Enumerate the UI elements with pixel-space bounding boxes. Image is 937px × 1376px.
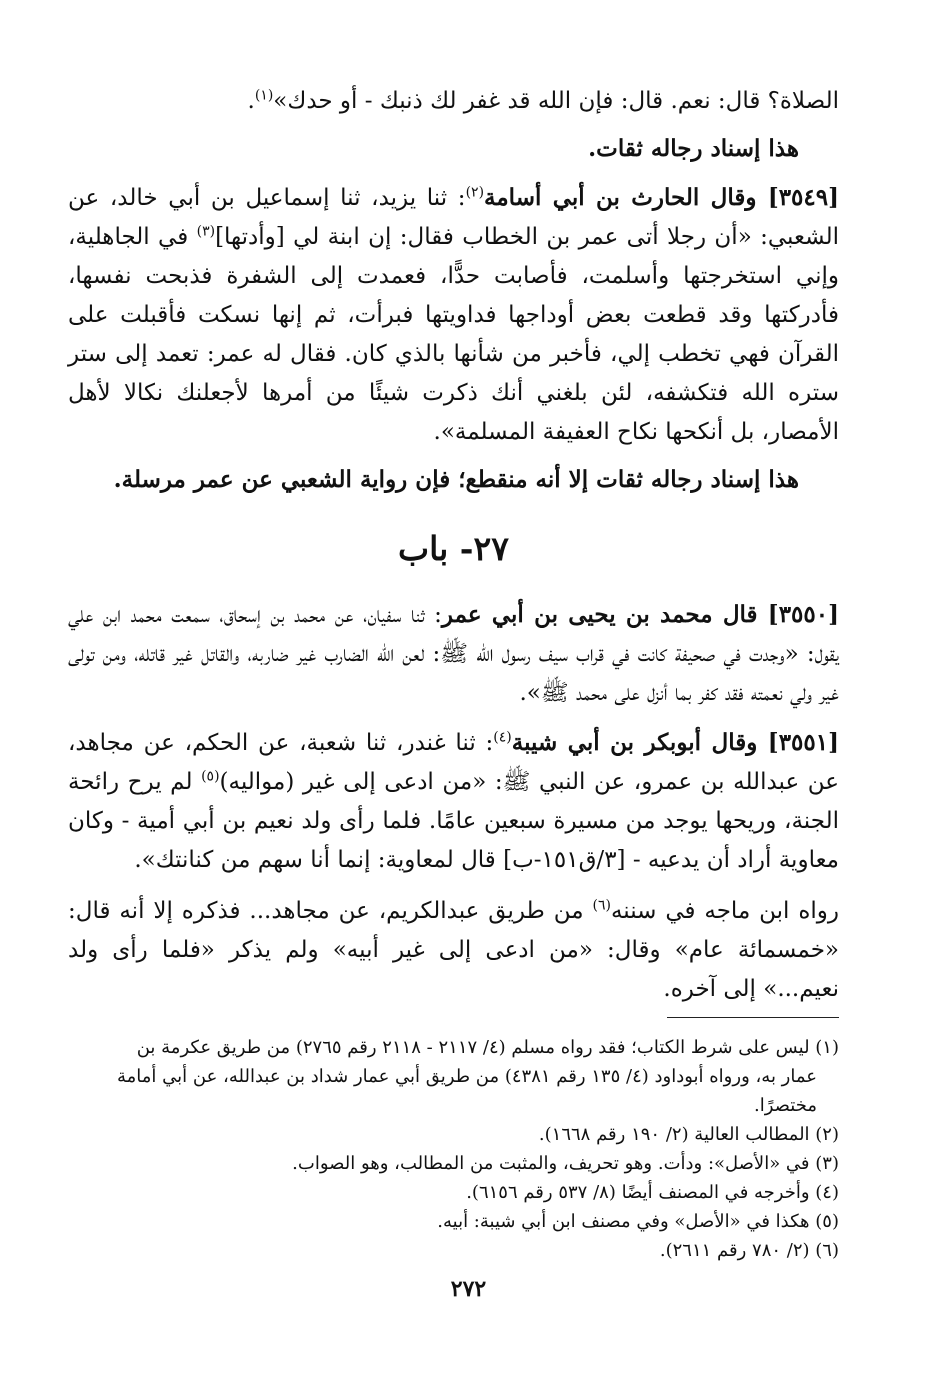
entry-text: من طريق عبدالكريم، عن مجاهد... فذكره إلا أنه قال: «خمسمائة عام» وقال: «من ادعى إلى غير أبيه» ولم يذكر «فلما رأى ولد نعيم...» إلى آخره.	[68, 898, 839, 1002]
isnad-verdict: هذا إسناد رجاله ثقات إلا أنه منقطع؛ فإن رواية الشعبي عن عمر مرسلة.	[113, 466, 799, 493]
footnotes	[68, 1033, 839, 1265]
text-fragment: الصلاة؟ قال: نعم. قال: فإن الله قد غفر لك ذنبك - أو حدك»	[273, 88, 839, 114]
chapter-heading: ٢٧- باب	[398, 529, 509, 568]
footnote-ref-1: (١)	[254, 87, 274, 104]
footnote: (١) ليس على شرط الكتاب؛ فقد رواه مسلم (٤/ ٢١١٧ - ٢١١٨ رقم ٢٧٦٥) من طريق عكرمة بن	[136, 1037, 839, 1058]
main-text	[68, 82, 839, 1009]
entry-number: [٣٥٤٩]	[767, 184, 840, 211]
footnote-ref-6: (٦)	[592, 897, 611, 914]
entry-heading: قال محمد بن يحيى بن أبي عمر	[441, 601, 768, 628]
footnote-ref-4: (٤)	[493, 729, 512, 746]
isnad-verdict: هذا إسناد رجاله ثقات.	[588, 135, 799, 162]
footnote-ref-5: (٥)	[201, 768, 220, 785]
footnote: (٣) في «الأصل»: ودأت. وهو تحريف، والمثبت من المطالب، وهو الصواب.	[292, 1153, 839, 1174]
entry-heading: وقال الحارث بن أبي أسامة	[484, 184, 768, 211]
hadith-entry-3549	[68, 178, 839, 452]
entry-heading: وقال أبوبكر بن أبي شيبة	[511, 729, 768, 756]
entry-text: : ثنا سفيان، عن محمد بن إسحاق، سمعت محمد ابن علي يقول: «وجدت في صحيفة كانت في قراب سيف رسول الله ﷺ: لعن الله الضارب غير ضاربه، والقاتل غير قاتله، ومن تولى غير ولي نعمته فقد كفر بما أنزل على محمد ﷺ».	[68, 602, 839, 706]
entry-text: في الجاهلية، وإني استخرجتها وأسلمت، فأصابت حدًّا، فعمدت إلى الشفرة فذبحت نفسها، فأدركتها وقد قطعت بعض أوداجها فداويتها فبرأت، ثم إنها نسكت فأقبلت على القرآن فهي تخطب إلي، فأخبر من شأنها بالذي كان. فقال له عمر: تعمد إلى ستر ستره الله فتكشفه، لئن بلغني أنك ذكرت شيئًا من أمرها لأجعلنك نكالا لأهل الأمصار، بل أنكحها نكاح العفيفة المسلمة».	[68, 224, 839, 445]
footnote: (٤) وأخرجه في المصنف أيضًا (٨/ ٥٣٧ رقم ٦١٥٦).	[466, 1182, 839, 1203]
entry-number: [٣٥٥١]	[767, 729, 839, 756]
footnote: (٥) هكذا في «الأصل» وفي مصنف ابن أبي شيبة: أبيه.	[437, 1211, 839, 1232]
entry-text: : ثنا يزيد، ثنا إسماعيل بن أبي خالد، عن الشعبي: «أن رجلا أتى عمر بن الخطاب فقال: إن ابنة لي [وأدتها]	[68, 185, 839, 250]
footnote-divider	[667, 1017, 839, 1018]
footnote: (٢) المطالب العالية (٢/ ١٩٠ رقم ١٦٦٨).	[538, 1124, 839, 1145]
footnote-ref-3: (٣)	[196, 223, 216, 240]
footnote: (٦) (٢/ ٧٨٠ رقم ٢٦١١).	[659, 1240, 839, 1261]
entry-number: [٣٥٥٠]	[767, 601, 839, 628]
commentary-paragraph	[68, 892, 839, 1009]
page-number: ٢٧٢	[450, 1276, 487, 1302]
hadith-entry-3551	[68, 723, 839, 880]
text-fragment: .	[247, 88, 255, 114]
entry-text: رواه ابن ماجه في سننه	[610, 898, 839, 924]
entry-text: : ثنا غندر، ثنا شعبة، عن الحكم، عن مجاهد، عن عبدالله بن عمرو، عن النبي ﷺ: «من ادعى إلى غير (مواليه)	[68, 730, 839, 795]
entry-text: لم يرح رائحة الجنة، وريحها يوجد من مسيرة سبعين عامًا. فلما رأى ولد نعيم بن أبي أمية - وكان معاوية أراد أن يدعيه - [٣/ق١٥١-ب] قال لمعاوية: إنما أنا سهم من كنانتك».	[68, 769, 839, 873]
footnote-continuation: مختصرًا.	[754, 1095, 817, 1116]
text-line-1	[68, 82, 839, 121]
footnote-ref-2: (٢)	[465, 184, 485, 201]
hadith-entry-3550	[68, 595, 839, 713]
footnote-continuation: عمار به، ورواه أبوداود (٤/ ١٣٥ رقم ٤٣٨١) من طريق أبي عمار شداد بن عبدالله، عن أبي أمامة	[117, 1066, 817, 1087]
